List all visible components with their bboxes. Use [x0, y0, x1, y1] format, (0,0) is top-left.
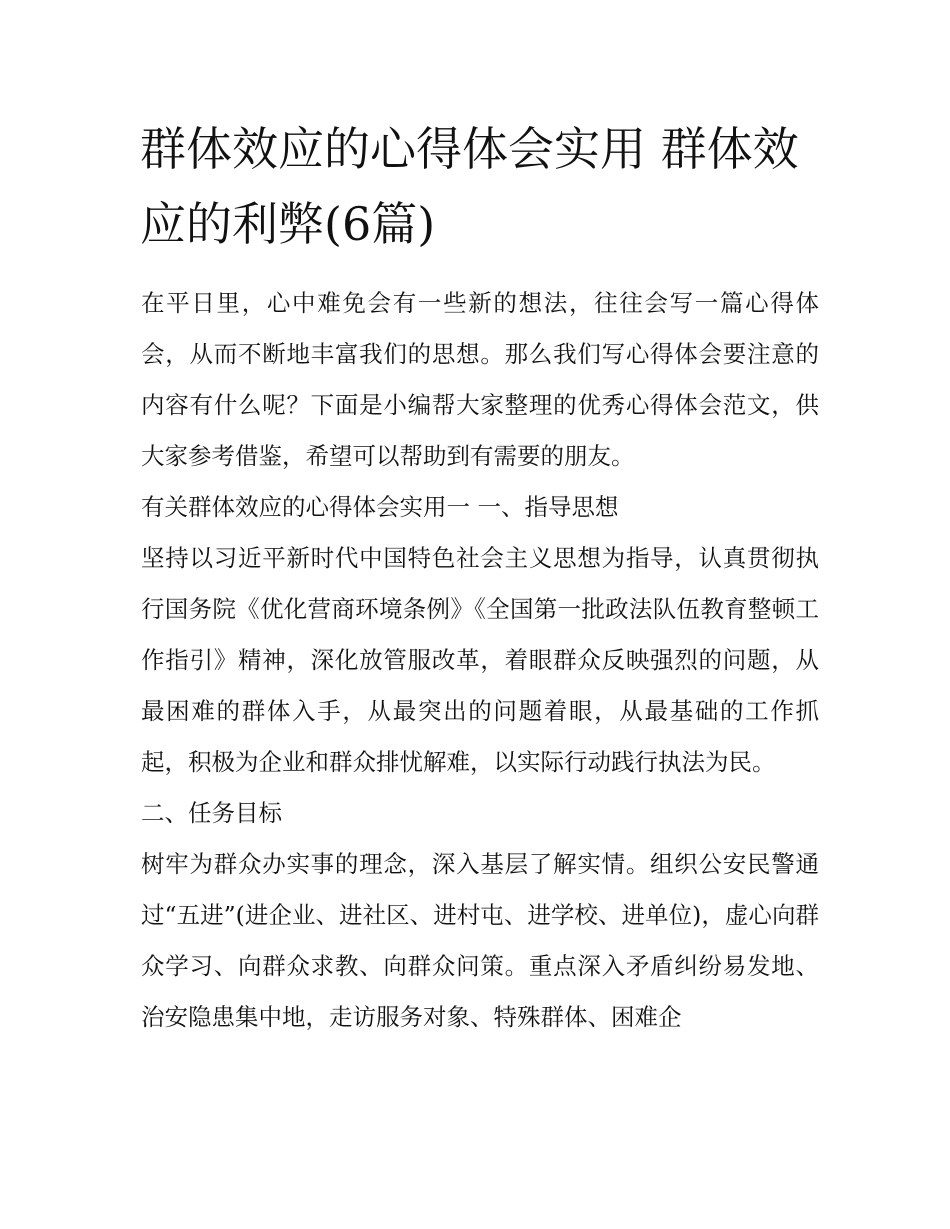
document-title: 群体效应的心得体会实用 群体效应的利弊(6篇) — [140, 122, 799, 251]
paragraph-task-goals: 树牢为群众办实事的理念，深入基层了解实情。组织公安民警通过“五进”(进企业、进社区、进村屯、进学校、进单位)，虚心向群众学习、向群众求教、向群众问策。重点深入矛盾纠纷易发地、治安隐患集中地，走访服务对象、特殊群体、困难企 — [141, 850, 819, 1031]
section-heading-guiding-ideology: 有关群体效应的心得体会实用一 一、指导思想 — [141, 493, 619, 521]
section-heading-task-goals: 二、任务目标 — [141, 799, 282, 827]
paragraph-guiding-ideology: 坚持以习近平新时代中国特色社会主义思想为指导，认真贯彻执行国务院《优化营商环境条例》《全国第一批政法队伍教育整顿工作指引》精神，深化放管服改革，着眼群众反映强烈的问题，从最困难的群体入手，从最突出的问题着眼，从最基础的工作抓起，积极为企业和群众排忧解难，以实际行动践行执法为民。 — [141, 544, 819, 776]
paragraph-intro: 在平日里，心中难免会有一些新的想法，往往会写一篇心得体会，从而不断地丰富我们的思想。那么我们写心得体会要注意的内容有什么呢？下面是小编帮大家整理的优秀心得体会范文，供大家参考借鉴，希望可以帮助到有需要的朋友。 — [141, 289, 819, 470]
document-body — [141, 278, 819, 1043]
